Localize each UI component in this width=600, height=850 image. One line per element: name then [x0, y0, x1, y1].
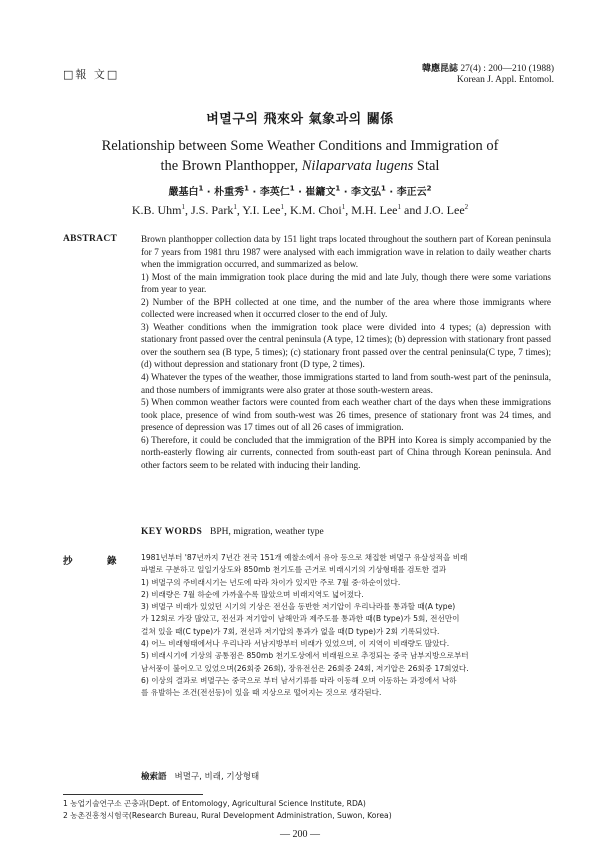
korean-abstract-body [141, 552, 551, 700]
abstract-paragraph: 1) Most of the main immigration took place during the mid and late July, though there were some variations from year to year. [141, 271, 551, 295]
korean-abstract-line: 6) 이상의 결과로 벼멸구는 중국으로 부터 남서기류를 따라 이동해 오며 이동하는 과정에서 낙하 [141, 675, 457, 685]
authors-korean: 嚴基白$^1$ · 朴重秀$^1$ · 李英仁$^1$ · 崔鏞文$^1$ · 李文弘$^1$ · 李正云$^2$ [168, 184, 432, 198]
author-name-en: K.B. Uhm [131, 203, 182, 217]
korean-abstract-label: 抄 錄 [63, 556, 117, 567]
korean-abstract-line: 1) 벼멸구의 주비래시기는 년도에 따라 차이가 있지만 주로 7월 중·하순이었다. [141, 577, 401, 587]
title-english [0, 136, 600, 176]
author-affiliation-mark: 1 [244, 184, 249, 193]
citation-volume: 27(4) : 200—210 (1988) [460, 64, 554, 74]
author-affiliation-mark: 2 [464, 203, 469, 211]
journal-name-ko: 韓應昆誌 [421, 64, 458, 74]
page-number: — 200 — [280, 829, 320, 840]
article-type-label: □報 文□ [63, 68, 120, 81]
author-name-ko: 李英仁 [259, 187, 290, 198]
author-name-ko: 崔鏞文 [305, 187, 336, 198]
footnote: 1 농업기술연구소 곤충과(Dept. of Entomology, Agricultural Science Institute, RDA) [63, 799, 366, 808]
author-affiliation-mark: 1 [181, 203, 185, 211]
abstract-label: ABSTRACT [63, 234, 118, 244]
abstract-body [141, 233, 551, 471]
author-affiliation-mark: 1 [397, 203, 402, 211]
footnote: 2 농촌진흥청시험국(Research Bureau, Rural Development Administration, Suwon, Korea) [63, 811, 392, 820]
korean-abstract-line: 3) 벼멸구 비래가 있었던 시기의 기상은 전선을 동반한 저기압이 우리나라를 통과할 때(A type) [141, 602, 456, 612]
korean-abstract-line: 를 유발하는 조건(전선등)이 있을 때 지상으로 떨어지는 것으로 생각된다. [141, 688, 382, 698]
author-affiliation-mark: 1 [335, 184, 341, 193]
journal-citation [422, 64, 554, 86]
author-name-en: J.O. Lee [424, 203, 465, 217]
korean-abstract-line: 가 12회로 가장 많았고, 전선과 저기압이 남해안과 제주도를 통과한 때(B type)가 5회, 전선만이 [141, 614, 460, 624]
author-name-en: J.S. Park [190, 203, 234, 217]
korean-abstract-line: 4) 어느 비래형태에서나 우리나라 서남지방부터 비래가 있었으며, 이 지역이 비래량도 많았다. [141, 639, 450, 649]
korean-abstract-line: 파별로 구분하고 일일기상도와 850mb 천기도를 근거로 비래시기의 기상형태를 검토한 결과 [141, 565, 447, 575]
author-name-ko: 李文弘 [351, 187, 382, 198]
author-affiliation-mark: 2 [426, 184, 432, 193]
korean-abstract-line: 2) 비래량은 7월 하순에 가까울수록 많았으며 비래지역도 넓어졌다. [141, 589, 364, 599]
author-affiliation-mark: 1 [280, 203, 284, 211]
author-name-en: M.H. Lee [351, 203, 398, 217]
keywords-label: KEY WORDS [141, 527, 203, 537]
author-name-en: K.M. Choi [290, 203, 342, 217]
author-affiliation-mark: 1 [233, 203, 237, 211]
korean-abstract-line: 걸쳐 있을 때(C type)가 7회, 전선과 저기압의 통과가 없을 때(D type)가 2회 기록되었다. [141, 626, 440, 636]
title-english-line1: Relationship between Some Weather Conditions and Immigration of [101, 138, 499, 154]
abstract-paragraph: Brown planthopper collection data by 151 light traps located throughout the southern part of Korean peninsula for 7 years from 1981 thru 1987 were analysed with each immigration wave in relation to daily weather charts when the immigration occurred, and summarized as below. [141, 234, 551, 270]
keywords-value: BPH, migration, weather type [210, 527, 324, 537]
korean-abstract-line: 남서풍이 불어오고 있었으며(26회중 26회), 장유전선은 26회중 24회, 저기압은 26회중 17회였다. [141, 663, 469, 673]
author-affiliation-mark: 1 [289, 184, 295, 193]
author-name-ko: 李正云 [396, 187, 427, 198]
author-name-en: Y.I. Lee [242, 203, 281, 217]
abstract-paragraph: 3) Weather conditions when the immigration took place were divided into 4 types; (a) depression with stationary front passed over the central peninsula (A type, 12 times); (b) depression with stationary front passed over the southern sea (B type, 5 times); (c) stationary front passed over the central peninsula(C type, 7 times); (d) without depression and stationary front (D type, 2 times). [141, 321, 552, 370]
author-name-ko: 朴重秀 [214, 187, 245, 198]
korean-keywords-value: 벼멸구, 비래, 기상형태 [174, 772, 260, 782]
title-english-line2: the Brown Planthopper, Nilaparvata lugens Stal [160, 158, 440, 174]
author-name-ko: 嚴基白 [168, 187, 199, 198]
abstract-paragraph: 6) Therefore, it could be concluded that the immigration of the BPH into Korea is simply accompanied by the north-easterly flowing air currents, connected from south-east part of China through Korean peninsula. And other factors seem to be related with inducing their landing. [141, 434, 551, 470]
korean-abstract-line: 5) 비래시기에 기상의 공통점은 850mb 천기도상에서 비래원으로 추정되는 중국 남부지방으로부터 [141, 651, 469, 661]
footnotes [63, 798, 392, 822]
abstract-paragraph: 4) Whatever the types of the weather, those immigrations started to land from south-west part of the peninsula, and those numbers of immigrants were also grater at those south-western areas. [141, 372, 551, 395]
footnote-divider [63, 794, 203, 795]
author-affiliation-mark: 1 [198, 184, 204, 193]
title-korean: 벼멸구의 飛來와 氣象과의 關係 [206, 112, 394, 127]
species-name: Nilaparvata lugens [301, 158, 414, 174]
korean-abstract-line: 1981년부터 '87년까지 7년간 전국 151개 예찰소에서 유아 등으로 채집한 벼멸구 유살성적을 비래 [141, 553, 468, 562]
authors-english: K.B. Uhm$^1$, J.S. Park$^1$, Y.I. Lee$^1$, K.M. Choi$^1$, M.H. Lee$^1$ and J.O. Lee$^2$ [131, 203, 469, 217]
journal-name-en: Korean J. Appl. Entomol. [456, 75, 554, 85]
author-affiliation-mark: 1 [381, 184, 386, 193]
author-affiliation-mark: 1 [341, 203, 346, 211]
korean-keywords-label: 檢索語 [141, 772, 167, 782]
abstract-paragraph: 5) When common weather factors were counted from each weather chart of the days when these immigrations took place, presence of wind from south-west was 26 times, presence of stationary front was 24 times, and presence of depression was 17 times out of all 26 cases of immigration. [141, 397, 551, 433]
korean-keywords [141, 770, 259, 782]
keywords [141, 527, 324, 537]
abstract-paragraph: 2) Number of the BPH collected at one time, and the number of the area where those immigrants where collected were increased when it occurred closer to the end of July. [141, 296, 551, 320]
